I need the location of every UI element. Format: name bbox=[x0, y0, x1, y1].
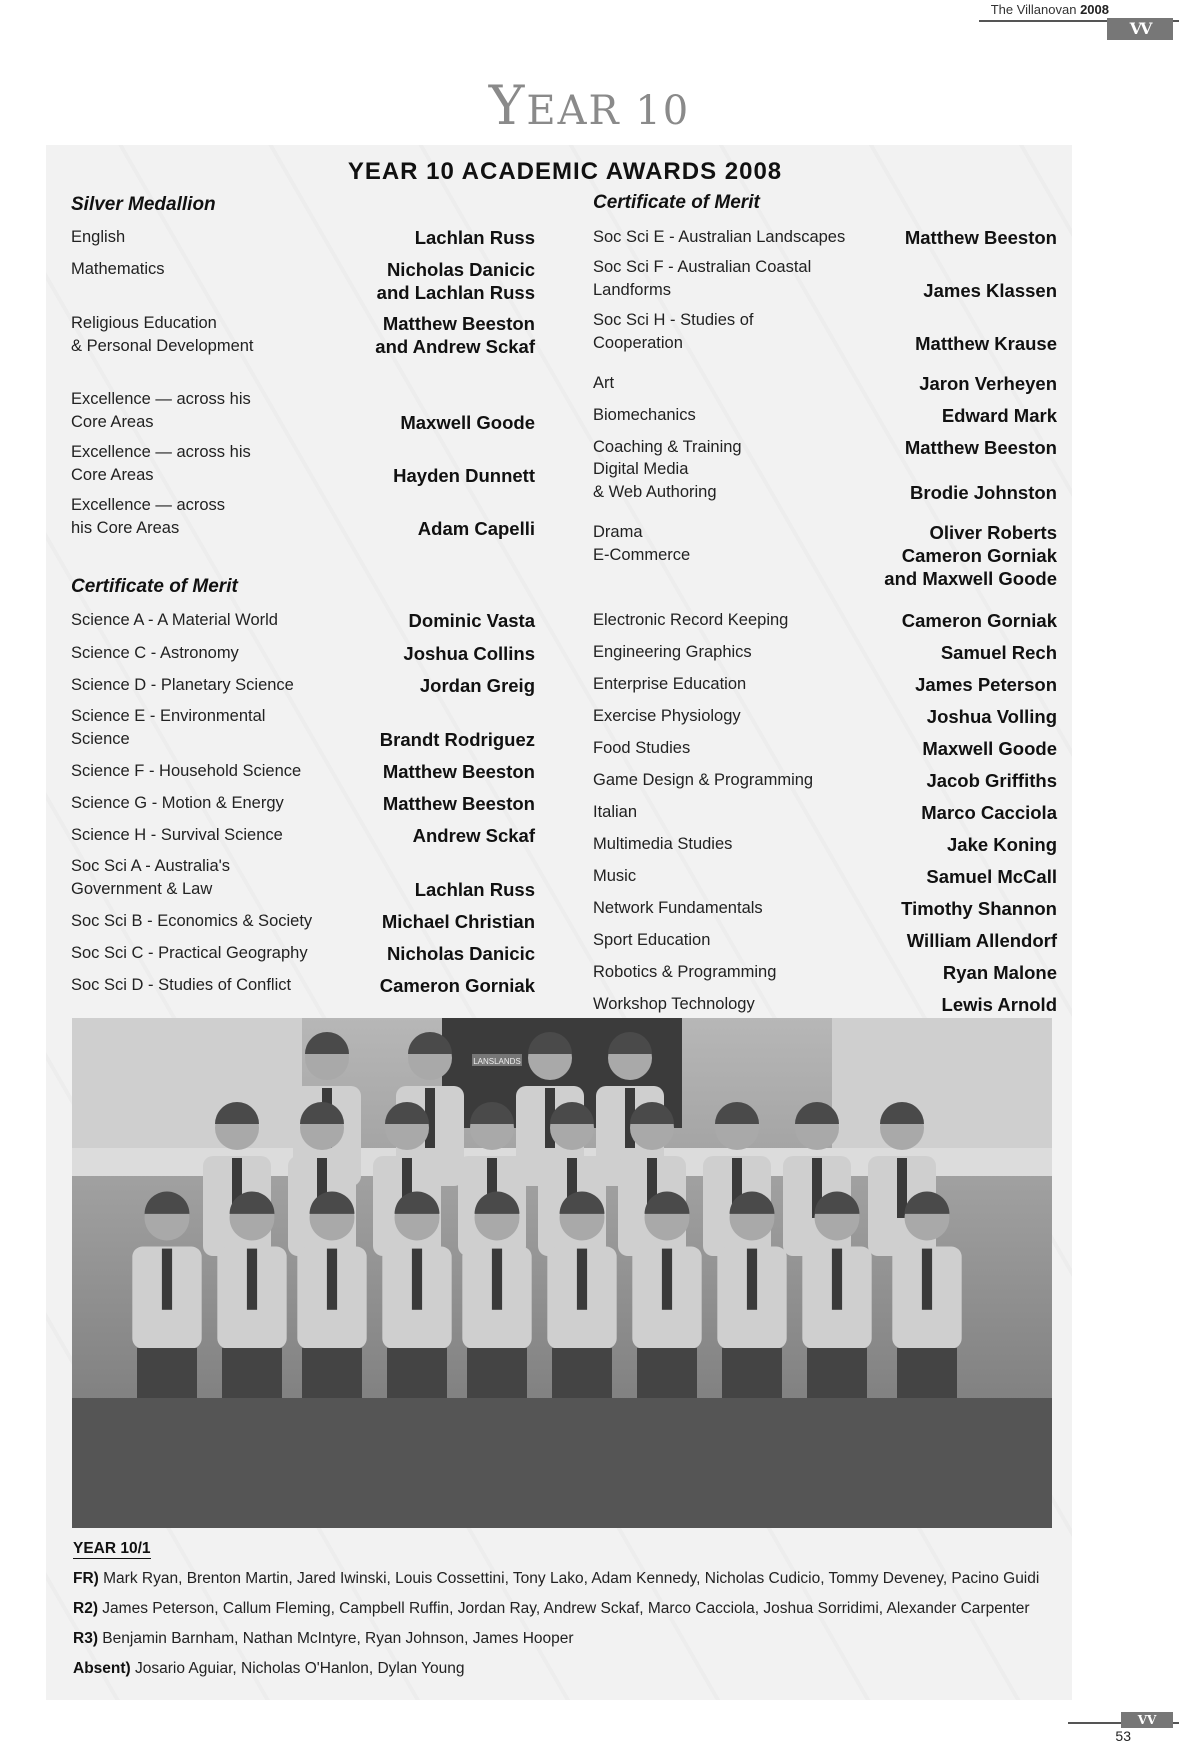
award-winner bbox=[926, 865, 1057, 888]
student-legs bbox=[807, 1348, 867, 1398]
award-winner-line: Cameron Gorniak bbox=[901, 545, 1057, 566]
caption-row-names: James Peterson, Callum Fleming, Campbell Ruffin, Jordan Ray, Andrew Sckaf, Marco Cacciola, Joshua Sorridimi, Alexander Carpenter bbox=[102, 1600, 1030, 1617]
award-subject bbox=[593, 833, 732, 856]
footer-logo: VV bbox=[1121, 1712, 1173, 1728]
award-winner bbox=[383, 760, 535, 783]
page-title: YEAR 10 bbox=[488, 74, 691, 137]
award-winner bbox=[926, 769, 1057, 792]
award-subject-line: Science E - Environmental bbox=[71, 707, 266, 725]
class-photo bbox=[72, 1018, 1052, 1528]
award-subject bbox=[71, 760, 301, 783]
award-winner-line: Michael Christian bbox=[381, 911, 535, 932]
award-subject-line: Excellence — across his bbox=[71, 390, 251, 408]
award-winner-line: Maxwell Goode bbox=[400, 412, 535, 433]
award-subject-line: Drama bbox=[593, 523, 643, 541]
award-winner-line: James Peterson bbox=[915, 674, 1057, 695]
caption-row bbox=[73, 1600, 1030, 1618]
award-winner bbox=[927, 705, 1057, 728]
award-subject bbox=[593, 372, 614, 395]
award-subject bbox=[71, 312, 254, 358]
award-subject-line: Science G - Motion & Energy bbox=[71, 794, 284, 812]
award-winner bbox=[393, 464, 535, 487]
award-winner-line: Samuel Rech bbox=[940, 642, 1057, 663]
award-subject-line: Soc Sci B - Economics & Society bbox=[71, 912, 313, 930]
award-winner-line: Joshua Volling bbox=[926, 706, 1057, 727]
award-subject bbox=[593, 929, 710, 952]
award-winner bbox=[905, 226, 1057, 249]
award-subject bbox=[593, 641, 752, 664]
student-legs bbox=[897, 1348, 957, 1398]
award-winner-line: Jacob Griffiths bbox=[926, 770, 1057, 791]
award-subject bbox=[593, 544, 690, 567]
award-winner bbox=[409, 609, 535, 632]
award-winner bbox=[923, 279, 1057, 302]
caption-row-label: FR) bbox=[73, 1570, 99, 1587]
award-subject-line: Game Design & Programming bbox=[593, 771, 814, 789]
award-subject-line: Multimedia Studies bbox=[593, 835, 733, 853]
award-winner-line: Matthew Beeston bbox=[904, 227, 1057, 248]
award-subject-line: Network Fundamentals bbox=[593, 899, 763, 917]
student-legs bbox=[552, 1348, 612, 1398]
award-winner-line: Hayden Dunnett bbox=[393, 465, 535, 486]
caption-row bbox=[73, 1660, 465, 1678]
section-heading: Certificate of Merit bbox=[71, 576, 238, 597]
award-winner-line: Lachlan Russ bbox=[414, 879, 535, 900]
award-subject bbox=[593, 865, 636, 888]
award-subject-line: Religious Education bbox=[71, 314, 217, 332]
award-winner bbox=[377, 258, 535, 304]
award-subject-line: & Personal Development bbox=[71, 337, 254, 355]
award-subject bbox=[71, 674, 294, 697]
award-subject bbox=[71, 226, 125, 249]
award-subject-line: Science bbox=[71, 730, 130, 748]
award-winner bbox=[922, 737, 1057, 760]
award-subject bbox=[593, 521, 643, 544]
award-subject-line: Excellence — across his bbox=[71, 443, 251, 461]
award-subject-line: English bbox=[71, 228, 126, 246]
award-subject-line: Digital Media bbox=[593, 460, 689, 478]
student-legs bbox=[387, 1348, 447, 1398]
award-subject-line: Science A - A Material World bbox=[71, 611, 278, 629]
award-winner-line: Oliver Roberts bbox=[929, 522, 1057, 543]
award-subject-line: Engineering Graphics bbox=[593, 643, 752, 661]
award-subject bbox=[71, 942, 308, 965]
award-winner bbox=[382, 910, 535, 933]
award-winner-line: Nicholas Danicic bbox=[386, 943, 535, 964]
award-winner-line: Matthew Beeston bbox=[382, 793, 535, 814]
award-subject-line: Soc Sci A - Australia's bbox=[71, 857, 231, 875]
award-winner-line: Lachlan Russ bbox=[414, 227, 535, 248]
award-subject-line: Music bbox=[593, 867, 637, 885]
award-subject-line: Coaching & Training bbox=[593, 438, 742, 456]
award-subject bbox=[71, 974, 291, 997]
award-subject bbox=[593, 961, 776, 984]
award-winner bbox=[415, 226, 535, 249]
running-header bbox=[969, 0, 1179, 38]
award-subject bbox=[593, 458, 717, 504]
award-subject-line: Science D - Planetary Science bbox=[71, 676, 294, 694]
award-subject bbox=[71, 441, 251, 487]
award-subject bbox=[593, 769, 813, 792]
award-winner bbox=[942, 993, 1057, 1016]
award-subject-line: Soc Sci E - Australian Landscapes bbox=[593, 228, 846, 246]
award-subject-line: Food Studies bbox=[593, 739, 691, 757]
award-subject bbox=[593, 256, 811, 302]
award-winner bbox=[921, 801, 1057, 824]
award-subject-line: Science C - Astronomy bbox=[71, 644, 239, 662]
award-subject bbox=[71, 792, 284, 815]
award-subject bbox=[71, 388, 251, 434]
award-subject-line: Exercise Physiology bbox=[593, 707, 741, 725]
student-legs bbox=[137, 1348, 197, 1398]
award-subject-line: Core Areas bbox=[71, 466, 154, 484]
award-winner bbox=[380, 728, 535, 751]
award-winner bbox=[380, 974, 535, 997]
award-subject-line: Cooperation bbox=[593, 334, 683, 352]
award-subject bbox=[593, 309, 753, 355]
award-winner-line: Samuel McCall bbox=[926, 866, 1057, 887]
award-subject-line: Government & Law bbox=[71, 880, 213, 898]
award-winner bbox=[884, 544, 1057, 590]
award-winner-line: Brodie Johnston bbox=[910, 482, 1057, 503]
award-subject-line: Soc Sci H - Studies of bbox=[593, 311, 754, 329]
award-subject bbox=[71, 494, 225, 540]
award-winner bbox=[919, 372, 1057, 395]
section-heading: Certificate of Merit bbox=[593, 192, 760, 213]
award-subject-line: Italian bbox=[593, 803, 638, 821]
award-winner bbox=[418, 517, 535, 540]
student-legs bbox=[222, 1348, 282, 1398]
award-winner bbox=[901, 897, 1057, 920]
award-winner bbox=[403, 642, 535, 665]
student-legs bbox=[637, 1348, 697, 1398]
caption-row-names: Mark Ryan, Brenton Martin, Jared Iwinski, Louis Cossettini, Tony Lako, Adam Kennedy, Nicholas Cudicio, Tommy Deveney, Pacino Guidi bbox=[103, 1570, 1040, 1587]
award-winner-line: Jaron Verheyen bbox=[919, 373, 1057, 394]
award-winner-line: Joshua Collins bbox=[403, 643, 535, 664]
award-winner-line: Cameron Gorniak bbox=[901, 610, 1057, 631]
award-subject bbox=[593, 673, 746, 696]
award-subject bbox=[71, 855, 230, 901]
award-winner-line: Jake Koning bbox=[947, 834, 1057, 855]
award-subject-line: Biomechanics bbox=[593, 406, 696, 424]
award-subject bbox=[593, 436, 742, 459]
award-winner bbox=[930, 521, 1058, 544]
award-subject bbox=[593, 226, 845, 249]
award-subject-line: Science H - Survival Science bbox=[71, 826, 283, 844]
award-winner bbox=[375, 312, 535, 358]
award-winner bbox=[420, 674, 535, 697]
student-legs bbox=[467, 1348, 527, 1398]
award-winner-line: Marco Cacciola bbox=[921, 802, 1057, 823]
award-winner bbox=[413, 824, 535, 847]
student-legs bbox=[302, 1348, 362, 1398]
award-winner-line: Andrew Sckaf bbox=[412, 825, 535, 846]
class-photo-image bbox=[72, 1018, 1052, 1528]
award-winner bbox=[902, 609, 1057, 632]
award-winner bbox=[415, 878, 535, 901]
student-legs bbox=[722, 1348, 782, 1398]
award-subject-line: Robotics & Programming bbox=[593, 963, 777, 981]
caption-row-names: Josario Aguiar, Nicholas O'Hanlon, Dylan Young bbox=[135, 1660, 465, 1677]
award-winner bbox=[942, 404, 1057, 427]
award-winner-line: Cameron Gorniak bbox=[379, 975, 535, 996]
award-winner-line: Lewis Arnold bbox=[941, 994, 1057, 1015]
award-winner-line: Brandt Rodriguez bbox=[379, 729, 535, 750]
award-winner-line: Matthew Beeston bbox=[904, 437, 1057, 458]
caption-heading: YEAR 10/1 bbox=[73, 1540, 151, 1557]
award-subject-line: Sport Education bbox=[593, 931, 711, 949]
caption-row bbox=[73, 1570, 1039, 1588]
award-subject-line: his Core Areas bbox=[71, 519, 180, 537]
award-winner-line: Jordan Greig bbox=[419, 675, 535, 696]
award-subject-line: Core Areas bbox=[71, 413, 154, 431]
award-winner bbox=[400, 411, 535, 434]
award-subject-line: E-Commerce bbox=[593, 546, 691, 564]
award-subject bbox=[593, 993, 755, 1016]
caption-row-label: Absent) bbox=[73, 1660, 131, 1677]
award-subject-line: Science F - Household Science bbox=[71, 762, 302, 780]
award-subject-line: Soc Sci F - Australian Coastal bbox=[593, 258, 812, 276]
caption-row-names: Benjamin Barnham, Nathan McIntyre, Ryan Johnson, James Hooper bbox=[102, 1630, 574, 1647]
section-heading: Silver Medallion bbox=[71, 194, 216, 215]
award-winner bbox=[907, 929, 1057, 952]
award-subject bbox=[71, 258, 165, 281]
award-winner-line: and Andrew Sckaf bbox=[375, 336, 535, 357]
award-winner-line: Ryan Malone bbox=[942, 962, 1057, 983]
award-winner-line: and Maxwell Goode bbox=[884, 568, 1057, 589]
award-subject-line: Soc Sci C - Practical Geography bbox=[71, 944, 308, 962]
award-winner-line: Edward Mark bbox=[941, 405, 1057, 426]
caption-row bbox=[73, 1630, 574, 1648]
award-winner bbox=[915, 673, 1057, 696]
award-subject-line: Electronic Record Keeping bbox=[593, 611, 789, 629]
award-winner bbox=[910, 481, 1057, 504]
award-subject-line: Enterprise Education bbox=[593, 675, 747, 693]
awards-title: YEAR 10 ACADEMIC AWARDS 2008 bbox=[347, 158, 783, 185]
award-subject bbox=[593, 609, 788, 632]
award-subject bbox=[71, 910, 312, 933]
award-subject-line: Excellence — across bbox=[71, 496, 226, 514]
award-subject-line: Art bbox=[593, 374, 615, 392]
school-logo: VV bbox=[1107, 18, 1173, 40]
award-subject-line: Soc Sci D - Studies of Conflict bbox=[71, 976, 292, 994]
award-subject-line: Workshop Technology bbox=[593, 995, 755, 1013]
award-winner-line: Matthew Krause bbox=[915, 333, 1057, 354]
award-subject bbox=[71, 609, 278, 632]
award-winner bbox=[943, 961, 1057, 984]
award-winner-line: William Allendorf bbox=[906, 930, 1057, 951]
award-subject bbox=[71, 824, 283, 847]
award-subject bbox=[593, 801, 637, 824]
award-subject bbox=[71, 642, 239, 665]
photo-sign: LANSLANDS bbox=[473, 1057, 521, 1066]
award-winner-line: Maxwell Goode bbox=[922, 738, 1057, 759]
award-winner bbox=[387, 942, 535, 965]
page-number: 53 bbox=[1115, 1728, 1131, 1744]
caption-row-label: R3) bbox=[73, 1630, 98, 1647]
award-winner bbox=[905, 436, 1057, 459]
running-header-text: The Villanovan 2008 bbox=[990, 2, 1109, 17]
award-subject-line: Mathematics bbox=[71, 260, 165, 278]
award-winner bbox=[383, 792, 535, 815]
award-winner bbox=[915, 332, 1057, 355]
award-subject bbox=[593, 404, 696, 427]
award-winner-line: and Lachlan Russ bbox=[376, 282, 535, 303]
award-subject bbox=[71, 705, 265, 751]
award-subject-line: Landforms bbox=[593, 281, 671, 299]
award-winner-line: Matthew Beeston bbox=[382, 313, 535, 334]
award-winner-line: Nicholas Danicic bbox=[386, 259, 535, 280]
award-winner-line: Matthew Beeston bbox=[382, 761, 535, 782]
award-winner-line: Adam Capelli bbox=[417, 518, 535, 539]
award-winner-line: Timothy Shannon bbox=[901, 898, 1057, 919]
award-subject bbox=[593, 705, 741, 728]
award-subject bbox=[593, 737, 690, 760]
award-winner-line: James Klassen bbox=[923, 280, 1057, 301]
award-winner bbox=[941, 641, 1057, 664]
award-subject-line: & Web Authoring bbox=[593, 483, 717, 501]
award-winner-line: Dominic Vasta bbox=[408, 610, 535, 631]
caption-row-label: R2) bbox=[73, 1600, 98, 1617]
award-winner bbox=[947, 833, 1057, 856]
award-subject bbox=[593, 897, 763, 920]
